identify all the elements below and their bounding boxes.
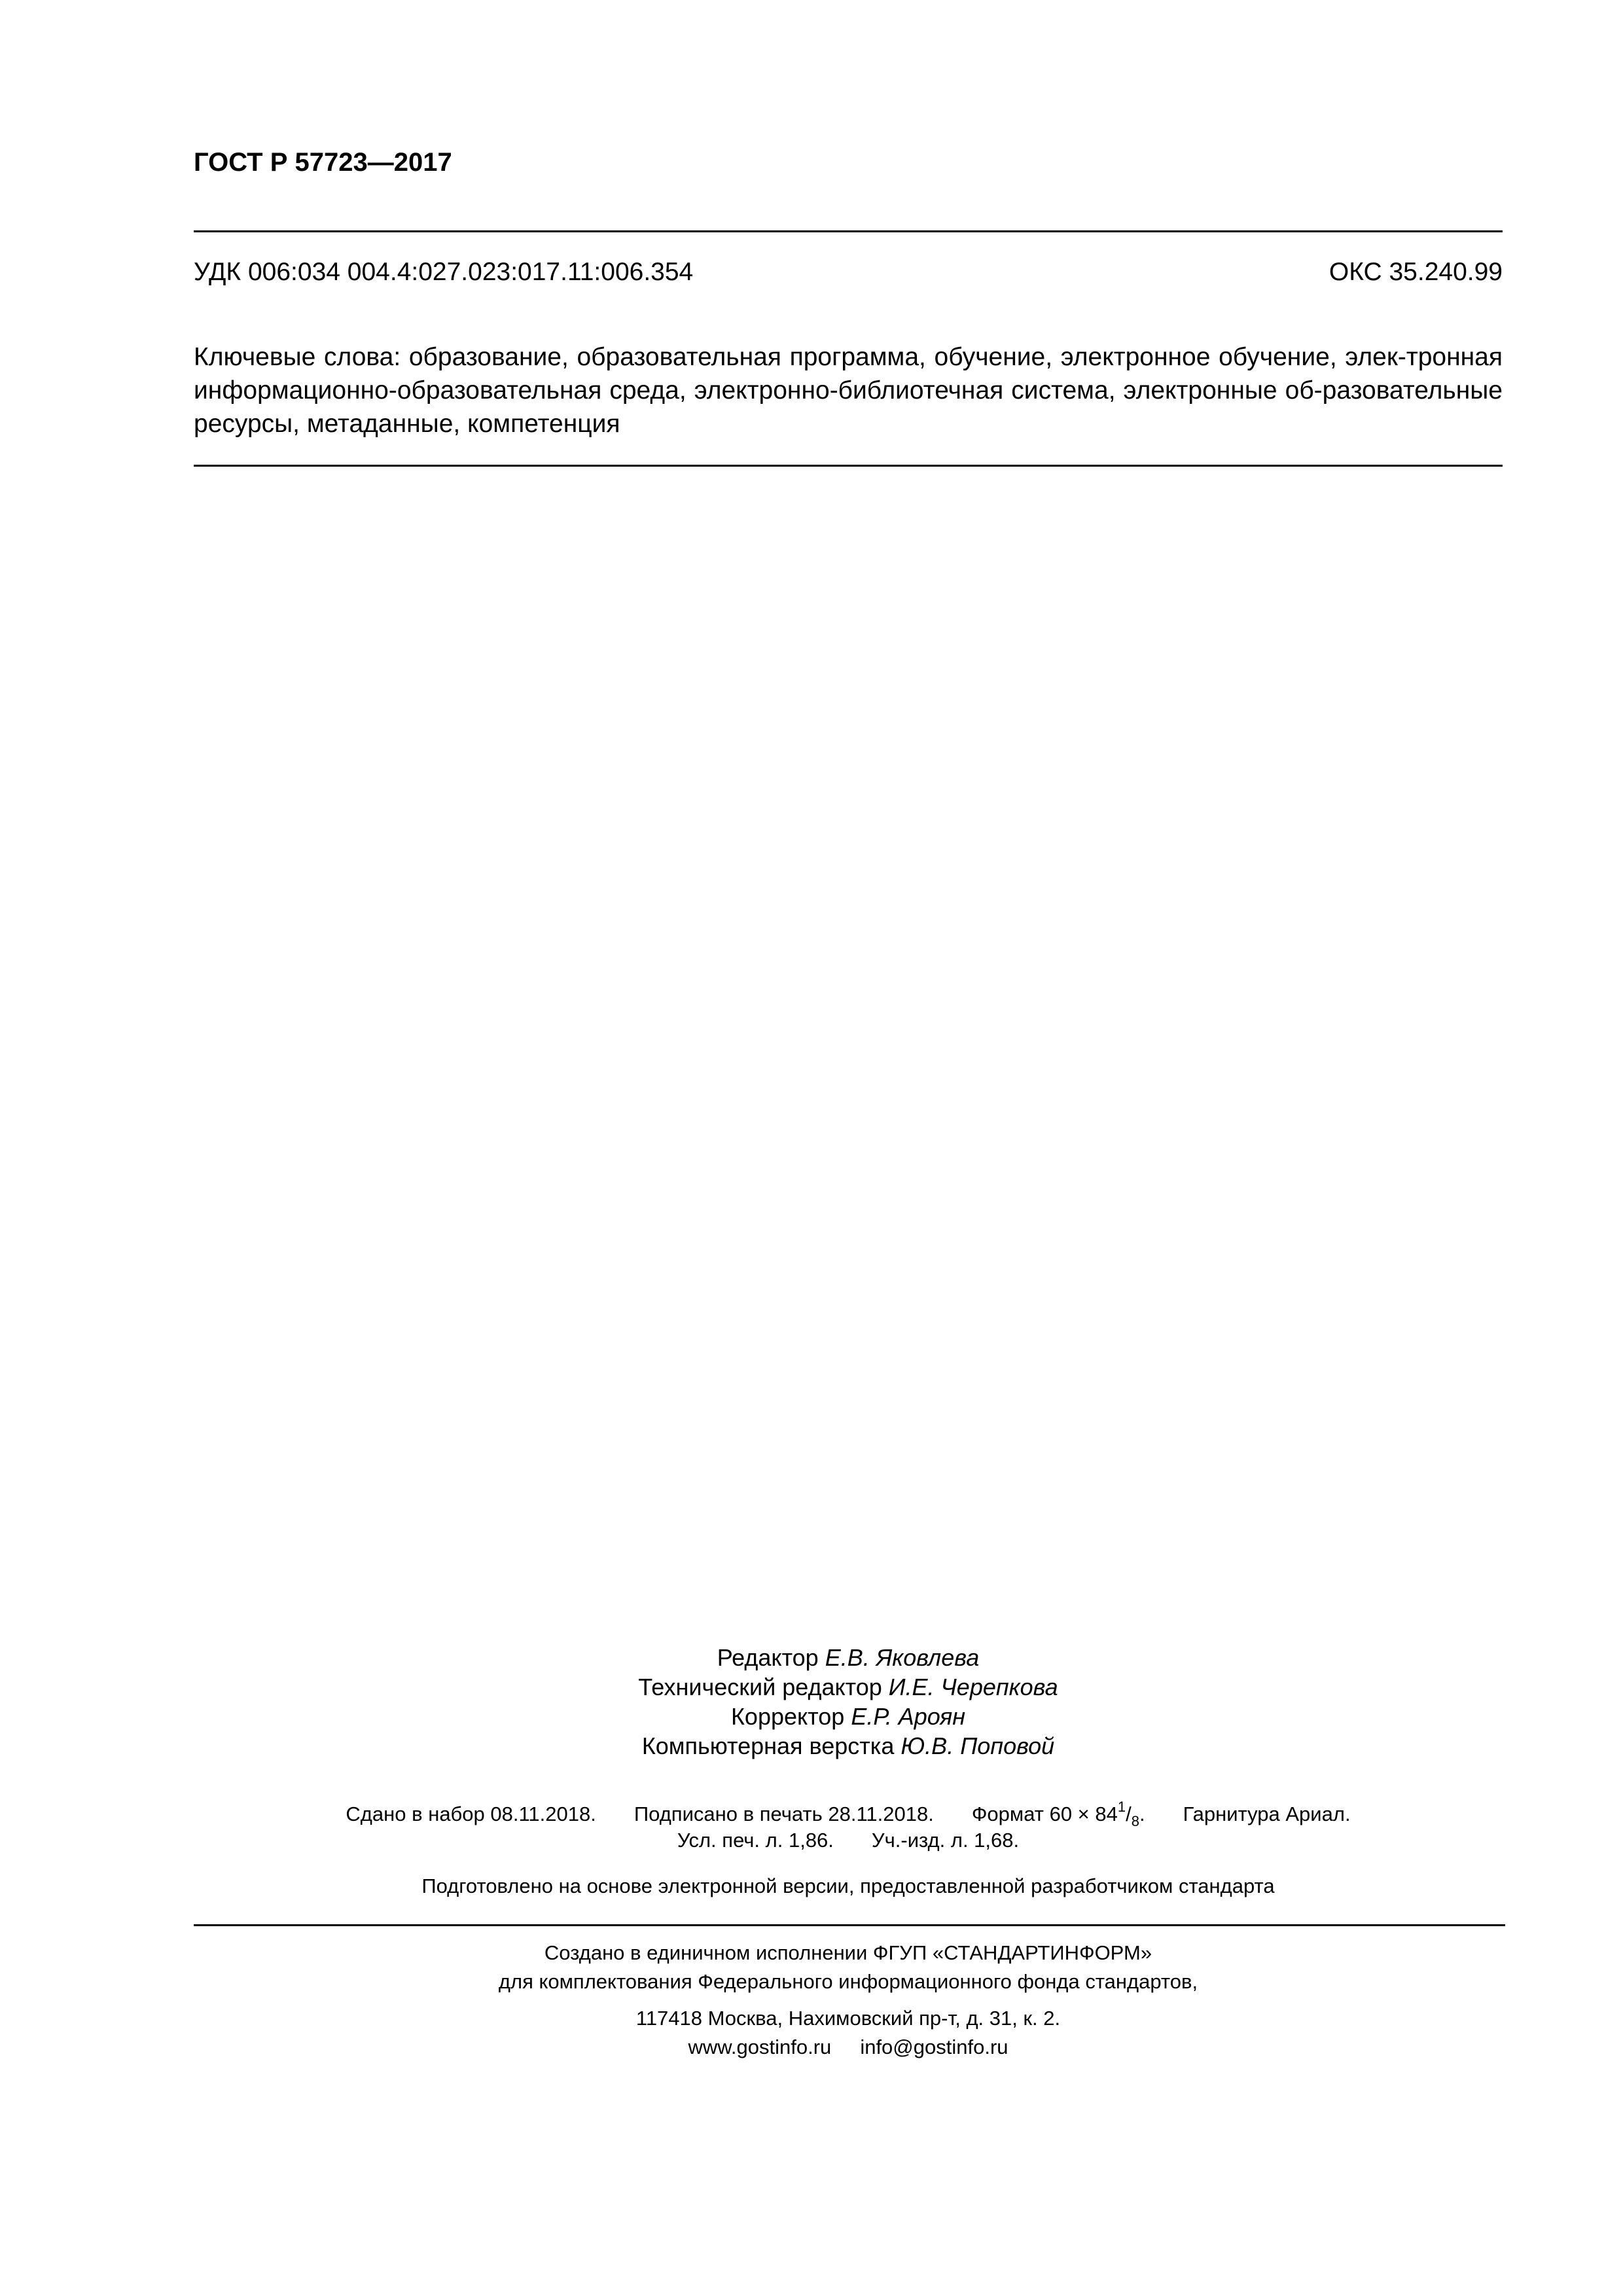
print-info-row-1 (194, 1801, 1503, 1827)
layout-line (194, 1731, 1503, 1761)
keywords-paragraph: Ключевые слова: образование, образовательная программа, обучение, электронное обучение, элек-тронная информационно-образовательная среда, электронно-библиотечная система, электронные об-разовательные ресурсы, метаданные, компетенция (194, 343, 1503, 438)
udk-code: УДК 006:034 004.4:027.023:017.11:006.354 (194, 258, 694, 286)
top-divider (194, 230, 1503, 232)
publisher-website[interactable]: www.gostinfo.ru (688, 2036, 832, 2058)
publisher-email[interactable]: info@gostinfo.ru (860, 2036, 1008, 2058)
submitted-date: Сдано в набор 08.11.2018. (346, 1803, 596, 1825)
keywords-divider (194, 465, 1503, 467)
oks-code: ОКС 35.240.99 (1329, 258, 1503, 286)
publisher-address: 117418 Москва, Нахимовский пр-т, д. 31, к. 2. (635, 2007, 1061, 2030)
layout-name: Ю.В. Поповой (901, 1732, 1055, 1759)
document-id: ГОСТ Р 57723—2017 (194, 148, 452, 177)
proofreader-name: Е.Р. Ароян (851, 1703, 966, 1730)
publisher-line-2: для комплектования Федерального информационного фонда стандартов, (498, 1970, 1198, 1993)
tech-editor-name: И.Е. Черепкова (888, 1674, 1058, 1700)
format-numerator: 1 (1117, 1799, 1126, 1815)
classification-row (194, 257, 1503, 288)
publishing-sheets: Уч.-изд. л. 1,68. (871, 1829, 1020, 1852)
print-info-row-2 (194, 1827, 1503, 1854)
proofreader-line (194, 1702, 1503, 1731)
typeface: Гарнитура Ариал. (1183, 1803, 1351, 1825)
tech-editor-label: Технический редактор (638, 1674, 882, 1700)
format-suffix: . (1139, 1803, 1145, 1825)
signed-date: Подписано в печать 28.11.2018. (633, 1803, 934, 1825)
format-prefix: Формат 60 × 84 (971, 1803, 1118, 1825)
print-sheets: Усл. печ. л. 1,86. (677, 1829, 834, 1852)
format-slash: / (1126, 1803, 1132, 1825)
proofreader-label: Корректор (730, 1703, 845, 1730)
editor-line (194, 1643, 1503, 1672)
prepared-note: Подготовлено на основе электронной версии, предоставленной разработчиком стандарта (421, 1874, 1275, 1897)
credits-block (194, 1643, 1503, 1761)
publisher-line-1: Создано в единичном исполнении ФГУП «СТАНДАРТИНФОРМ» (544, 1941, 1152, 1964)
editor-name: Е.В. Яковлева (825, 1644, 980, 1671)
print-info-block (194, 1801, 1503, 1854)
editor-label: Редактор (717, 1644, 819, 1671)
paper-format (971, 1799, 1145, 1829)
layout-label: Компьютерная верстка (641, 1732, 895, 1759)
footer-divider (194, 1924, 1505, 1926)
publisher-contacts (194, 2033, 1503, 2062)
format-denominator: 8 (1131, 1813, 1139, 1829)
publisher-block (194, 1939, 1503, 2062)
tech-editor-line (194, 1672, 1503, 1702)
